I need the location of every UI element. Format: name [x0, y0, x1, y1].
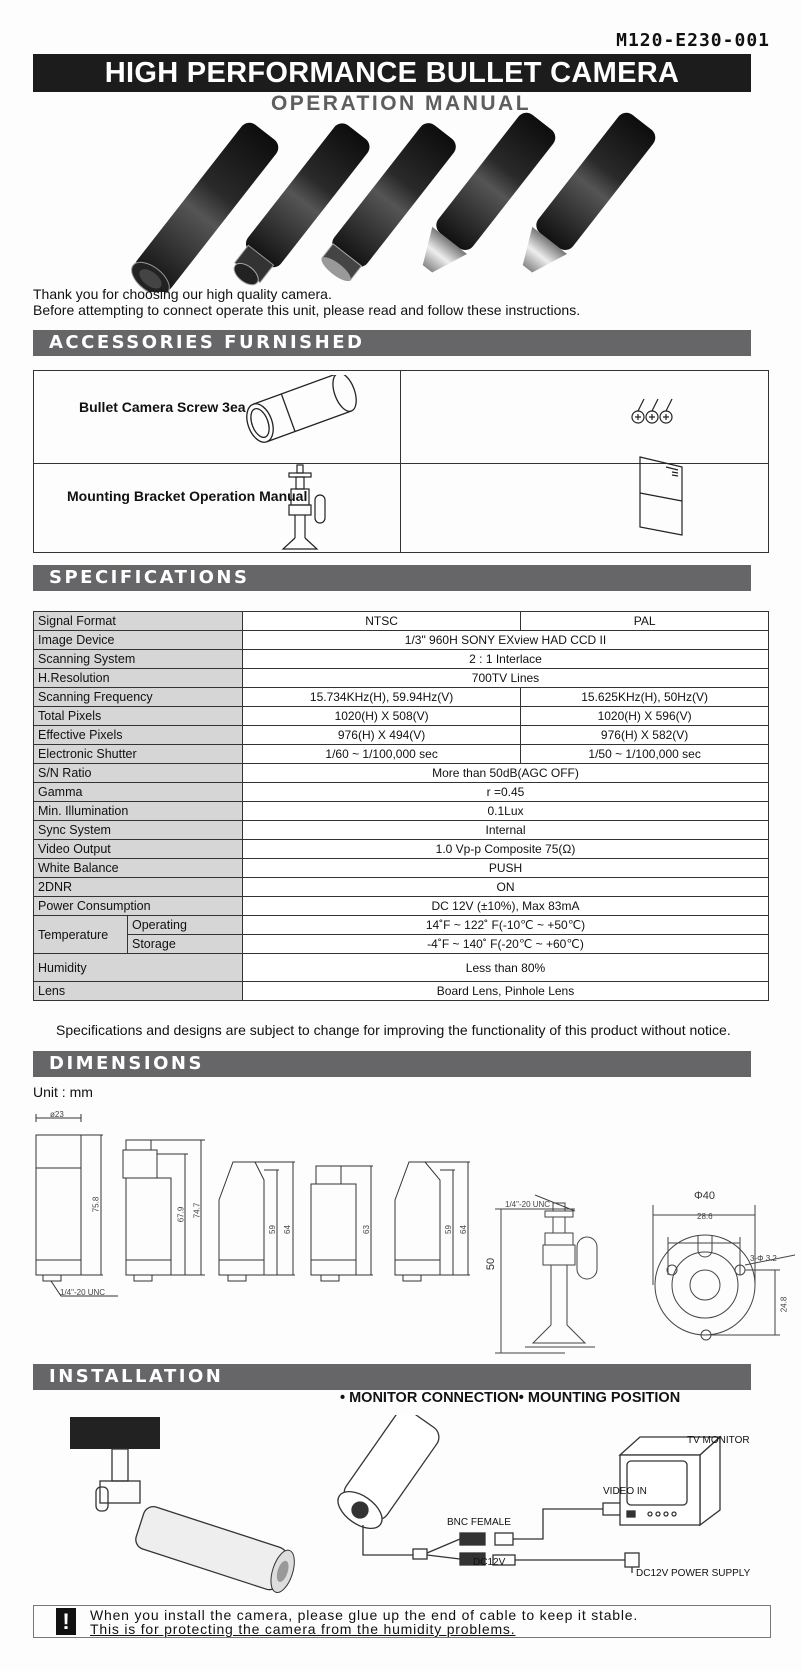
table-row: 2DNR ON	[34, 878, 769, 897]
label-bnc-female: BNC FEMALE	[447, 1517, 511, 1528]
table-row: Image Device 1/3" 960H SONY EXview HAD CCD II	[34, 631, 769, 650]
unit-label: Unit : mm	[33, 1084, 93, 1100]
accessory-label-2: Mounting Bracket Operation Manual	[67, 488, 308, 504]
table-row: Gamma r =0.45	[34, 783, 769, 802]
label-power-supply: DC12V POWER SUPPLY	[636, 1568, 751, 1579]
dim-cam1-length: 75.8	[91, 1196, 101, 1213]
label-video-in: VIDEO IN	[603, 1486, 647, 1497]
label-tv-monitor: TV MONITOR	[687, 1435, 750, 1446]
dim-bracket-height: 50	[485, 1257, 498, 1271]
intro-line-1: Thank you for choosing our high quality camera.	[33, 286, 332, 302]
dim-cam5-length-b: 64	[458, 1225, 468, 1234]
table-row: Video Output 1.0 Vp-p Composite 75(Ω)	[34, 840, 769, 859]
section-heading-dimensions: DIMENSIONS	[33, 1051, 751, 1077]
dim-bracket-thread: 1/4"-20 UNC	[505, 1200, 551, 1209]
table-row: Total Pixels 1020(H) X 508(V) 1020(H) X 596(V)	[34, 707, 769, 726]
specifications-note: Specifications and designs are subject to change for improving the functionality of this product without notice.	[56, 1022, 731, 1038]
installation-subtitle: • MONITOR CONNECTION• MOUNTING POSITION	[340, 1390, 681, 1406]
page-title: HIGH PERFORMANCE BULLET CAMERA	[33, 54, 751, 92]
table-row: S/N Ratio More than 50dB(AGC OFF)	[34, 764, 769, 783]
dim-cam3-length-a: 59	[267, 1225, 277, 1234]
table-row: Sync System Internal	[34, 821, 769, 840]
warning-line-1: When you install the camera, please glue up the end of cable to keep it stable.	[90, 1607, 639, 1623]
table-row: Electronic Shutter 1/60 ~ 1/100,000 sec 1/50 ~ 1/100,000 sec	[34, 745, 769, 764]
bullet-cameras-photo	[100, 112, 690, 292]
section-heading-installation: INSTALLATION	[33, 1364, 751, 1390]
dim-cam2-length-b: 74.7	[192, 1202, 202, 1219]
dim-thread: 1/4"-20 UNC	[60, 1288, 106, 1297]
page-subtitle: OPERATION MANUAL	[270, 92, 532, 115]
table-row: Temperature Operating 14˚F ~ 122˚ F(-10℃ ~ +50℃)	[34, 916, 769, 935]
section-heading-accessories: ACCESSORIES FURNISHED	[33, 330, 751, 356]
table-row: Power Consumption DC 12V (±10%), Max 83mA	[34, 897, 769, 916]
dim-base-outer: Φ40	[694, 1190, 716, 1202]
screws-icon	[630, 395, 680, 425]
table-row: H.Resolution 700TV Lines	[34, 669, 769, 688]
bullet-camera-icon	[240, 375, 365, 445]
table-row: Scanning System 2 : 1 Interlace	[34, 650, 769, 669]
warning-icon: !	[56, 1608, 76, 1635]
dim-diameter: ø23	[50, 1110, 64, 1119]
table-row: Signal Format NTSC PAL	[34, 612, 769, 631]
warning-line-2: This is for protecting the camera from the humidity problems.	[90, 1621, 516, 1637]
table-row: Scanning Frequency 15.734KHz(H), 59.94Hz(V) 15.625KHz(H), 50Hz(V)	[34, 688, 769, 707]
specifications-table	[33, 611, 769, 1001]
section-heading-specifications: SPECIFICATIONS	[33, 565, 751, 591]
table-row: Min. Illumination 0.1Lux	[34, 802, 769, 821]
table-row: Effective Pixels 976(H) X 494(V) 976(H) X 582(V)	[34, 726, 769, 745]
table-row: Lens Board Lens, Pinhole Lens	[34, 982, 769, 1001]
intro-line-2: Before attempting to connect operate this unit, please read and follow these instructions.	[33, 302, 581, 318]
dim-cam3-length-b: 64	[282, 1225, 292, 1234]
dim-cam2-length-a: 67.9	[176, 1206, 186, 1223]
table-row: Humidity Less than 80%	[34, 954, 769, 982]
dim-cam5-length-a: 59	[443, 1225, 453, 1234]
table-row: Storage -4˚F ~ 140˚ F(-20℃ ~ +60℃)	[34, 935, 769, 954]
mounting-bracket-icon	[275, 463, 335, 551]
accessory-label-1: Bullet Camera Screw 3ea	[79, 399, 246, 415]
dim-base-inner: 28.6	[697, 1212, 713, 1221]
mounting-position-drawing	[60, 1415, 300, 1595]
dim-base-holes: 3-Φ 3.2	[750, 1254, 777, 1263]
dim-cam4-length: 63	[361, 1225, 371, 1234]
label-dc12v: DC12V	[473, 1557, 506, 1568]
document-number: M120-E230-001	[616, 30, 770, 51]
manual-booklet-icon	[638, 455, 688, 537]
bracket-dimension-drawing	[495, 1185, 795, 1360]
table-row: White Balance PUSH	[34, 859, 769, 878]
dim-base-offset: 24.8	[779, 1296, 789, 1313]
